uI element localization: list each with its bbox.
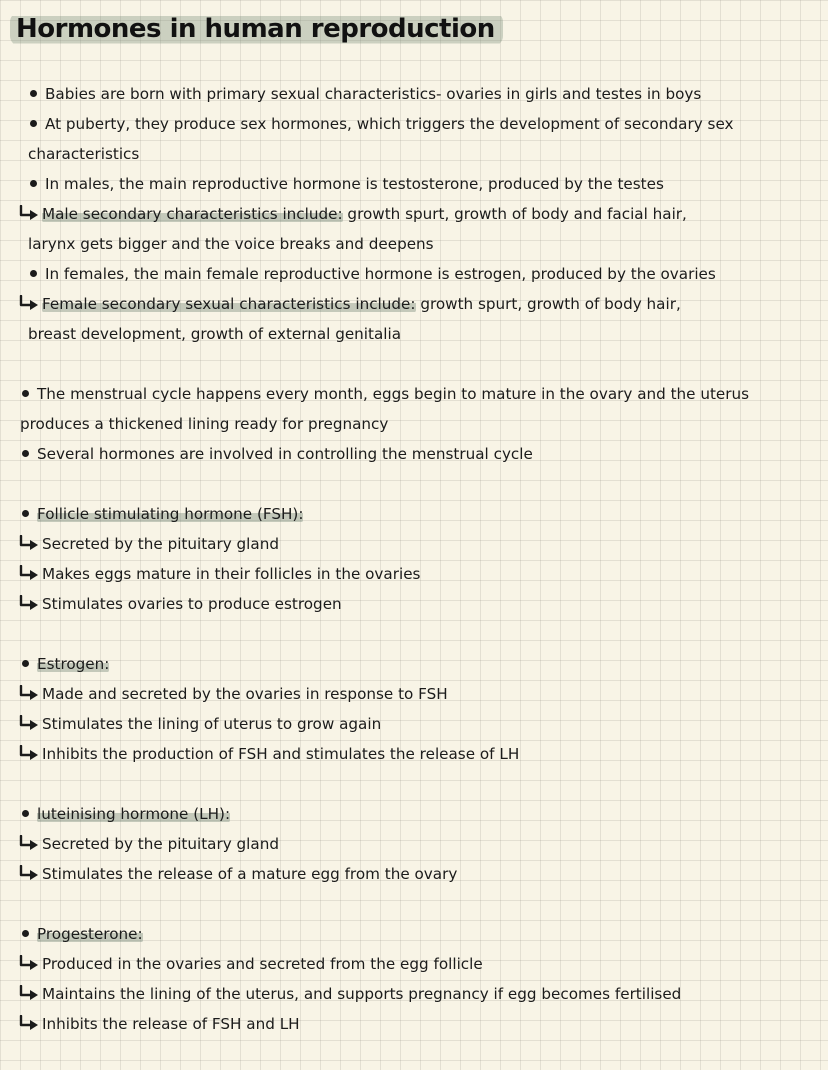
- note-line: Babies are born with primary sexual characteristics- ovaries in girls and testes in boys: [30, 84, 701, 104]
- curved-arrow-right-icon: [18, 745, 40, 761]
- bullet-icon: [22, 660, 29, 667]
- note-line: breast development, growth of external genitalia: [28, 325, 402, 343]
- note-line: Inhibits the production of FSH and stimulates the release of LH: [18, 744, 519, 764]
- bullet-icon: [22, 390, 29, 397]
- section-heading-progesterone: Progesterone:: [22, 924, 143, 944]
- note-line: In females, the main female reproductive hormone is estrogen, produced by the ovaries: [30, 264, 716, 284]
- note-line: larynx gets bigger and the voice breaks and deepens: [28, 235, 434, 253]
- note-line: The menstrual cycle happens every month, eggs begin to mature in the ovary and the uterus: [22, 384, 749, 404]
- note-line: Makes eggs mature in their follicles in the ovaries: [18, 564, 420, 584]
- bullet-icon: [22, 930, 29, 937]
- bullet-icon: [30, 180, 37, 187]
- note-line: Maintains the lining of the uterus, and supports pregnancy if egg becomes fertilised: [18, 984, 681, 1004]
- note-line: Made and secreted by the ovaries in response to FSH: [18, 684, 448, 704]
- note-line: Secreted by the pituitary gland: [18, 834, 279, 854]
- page-title: Hormones in human reproduction: [10, 12, 503, 46]
- curved-arrow-right-icon: [18, 1015, 40, 1031]
- curved-arrow-right-icon: [18, 955, 40, 971]
- note-line: Stimulates ovaries to produce estrogen: [18, 594, 342, 614]
- note-line: Male secondary characteristics include: growth spurt, growth of body and facial hair,: [18, 204, 687, 224]
- section-heading-lh: luteinising hormone (LH):: [22, 804, 230, 824]
- curved-arrow-right-icon: [18, 535, 40, 551]
- note-line: Produced in the ovaries and secreted from the egg follicle: [18, 954, 483, 974]
- curved-arrow-right-icon: [18, 715, 40, 731]
- bullet-icon: [22, 510, 29, 517]
- note-line: Stimulates the lining of uterus to grow again: [18, 714, 381, 734]
- highlighted-text: Male secondary characteristics include:: [42, 205, 343, 223]
- curved-arrow-right-icon: [18, 205, 40, 221]
- curved-arrow-right-icon: [18, 865, 40, 881]
- section-heading-fsh: Follicle stimulating hormone (FSH):: [22, 504, 303, 524]
- note-line: Female secondary sexual characteristics include: growth spurt, growth of body hair,: [18, 294, 681, 314]
- bullet-icon: [30, 270, 37, 277]
- note-line: At puberty, they produce sex hormones, which triggers the development of secondary sex: [30, 114, 734, 134]
- bullet-icon: [30, 120, 37, 127]
- bullet-icon: [22, 810, 29, 817]
- curved-arrow-right-icon: [18, 685, 40, 701]
- bullet-icon: [30, 90, 37, 97]
- curved-arrow-right-icon: [18, 565, 40, 581]
- curved-arrow-right-icon: [18, 835, 40, 851]
- section-heading-estrogen: Estrogen:: [22, 654, 109, 674]
- curved-arrow-right-icon: [18, 985, 40, 1001]
- note-line: Inhibits the release of FSH and LH: [18, 1014, 300, 1034]
- note-line: Secreted by the pituitary gland: [18, 534, 279, 554]
- curved-arrow-right-icon: [18, 295, 40, 311]
- note-line: In males, the main reproductive hormone is testosterone, produced by the testes: [30, 174, 664, 194]
- note-line: Several hormones are involved in controlling the menstrual cycle: [22, 444, 533, 464]
- note-line: Stimulates the release of a mature egg from the ovary: [18, 864, 457, 884]
- curved-arrow-right-icon: [18, 595, 40, 611]
- highlighted-text: Female secondary sexual characteristics include:: [42, 295, 416, 313]
- note-line: produces a thickened lining ready for pregnancy: [20, 415, 389, 433]
- bullet-icon: [22, 450, 29, 457]
- note-line: characteristics: [28, 145, 140, 163]
